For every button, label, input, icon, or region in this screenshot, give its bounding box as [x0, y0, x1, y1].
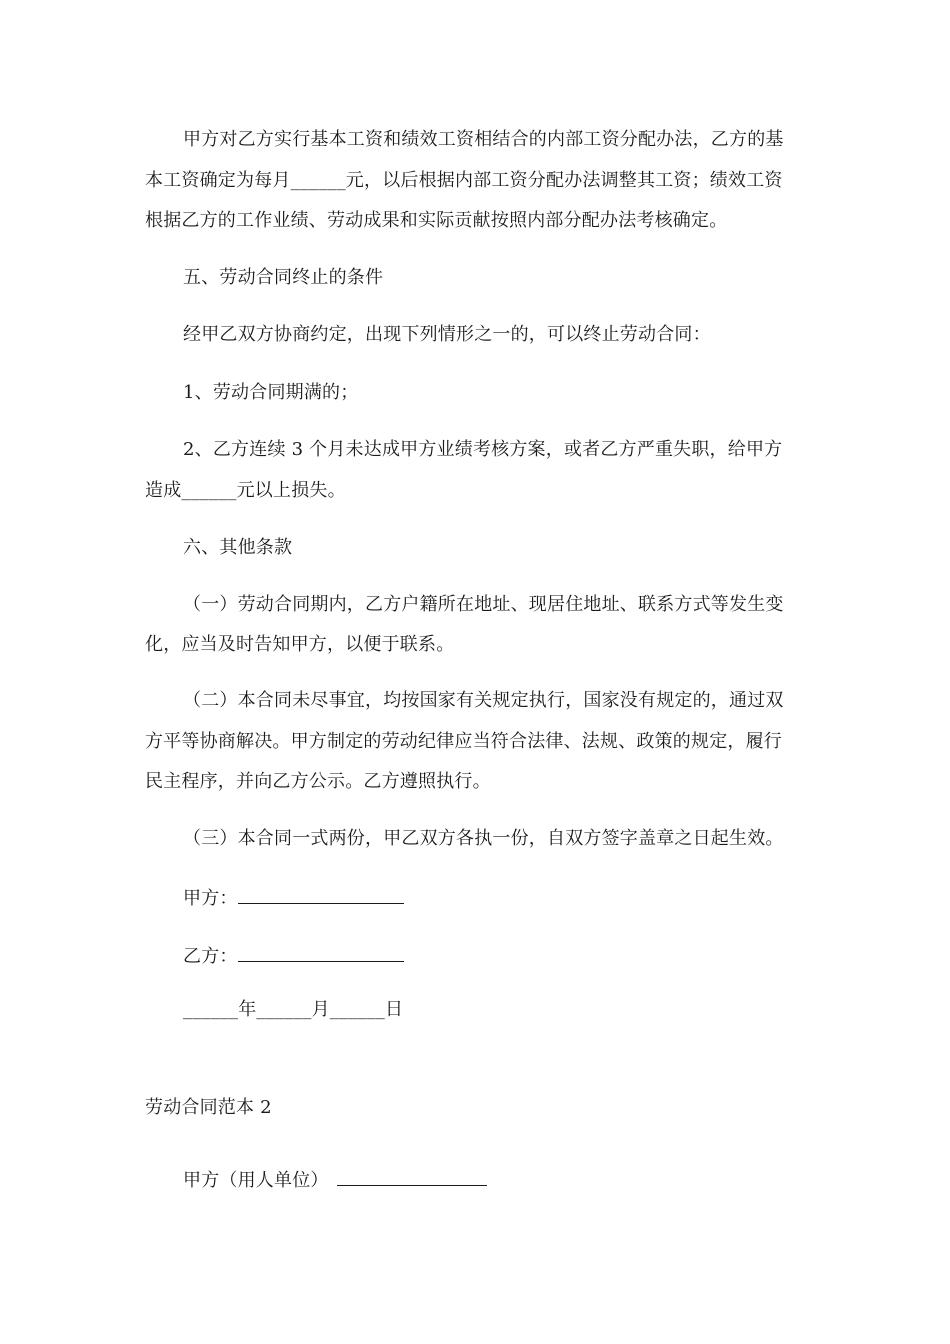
para1-line3: 根据乙方的工作业绩、劳动成果和实际贡献按照内部分配办法考核确定。 — [145, 210, 728, 231]
party-b-signature — [183, 943, 404, 968]
party-b-label: 乙方： — [183, 946, 238, 967]
section5-item2-line2: 造成______元以上损失。 — [145, 480, 346, 501]
section6-clause2-line2: 方平等协商解决。甲方制定的劳动纪律应当符合法律、法规、政策的规定，履行 — [145, 731, 782, 752]
section5-item1: 1、劳动合同期满的； — [183, 382, 359, 403]
section6-clause2-line3: 民主程序，并向乙方公示。乙方遵照执行。 — [145, 771, 491, 792]
template2-title: 劳动合同范本 2 — [145, 1097, 272, 1118]
section6-clause1-line1: （一）劳动合同期内，乙方户籍所在地址、现居住地址、联系方式等发生变 — [183, 594, 784, 615]
party-b-blank — [238, 943, 404, 962]
section6-clause2-line1: （二）本合同未尽事宜，均按国家有关规定执行，国家没有规定的，通过双 — [183, 690, 784, 711]
employer-blank — [337, 1167, 487, 1186]
signature-date: ______年______月______日 — [183, 999, 404, 1020]
para1-line1: 甲方对乙方实行基本工资和绩效工资相结合的内部工资分配办法，乙方的基 — [183, 129, 784, 150]
section5-item2-line1: 2、乙方连续 3 个月未达成甲方业绩考核方案，或者乙方严重失职，给甲方 — [183, 439, 783, 460]
section6-heading: 六、其他条款 — [183, 537, 293, 558]
template2-employer — [183, 1167, 487, 1192]
section6-clause1-line2: 化，应当及时告知甲方，以便于联系。 — [145, 634, 455, 655]
party-a-blank — [238, 885, 404, 904]
employer-label: 甲方（用人单位） — [183, 1170, 329, 1191]
para1-line2: 本工资确定为每月______元，以后根据内部工资分配办法调整其工资；绩效工资 — [145, 170, 783, 191]
section5-intro: 经甲乙双方协商约定，出现下列情形之一的，可以终止劳动合同： — [183, 324, 711, 345]
party-a-label: 甲方： — [183, 888, 238, 909]
party-a-signature — [183, 885, 404, 910]
section5-heading: 五、劳动合同终止的条件 — [183, 267, 384, 288]
section6-clause3: （三）本合同一式两份，甲乙双方各执一份，自双方签字盖章之日起生效。 — [183, 828, 784, 849]
